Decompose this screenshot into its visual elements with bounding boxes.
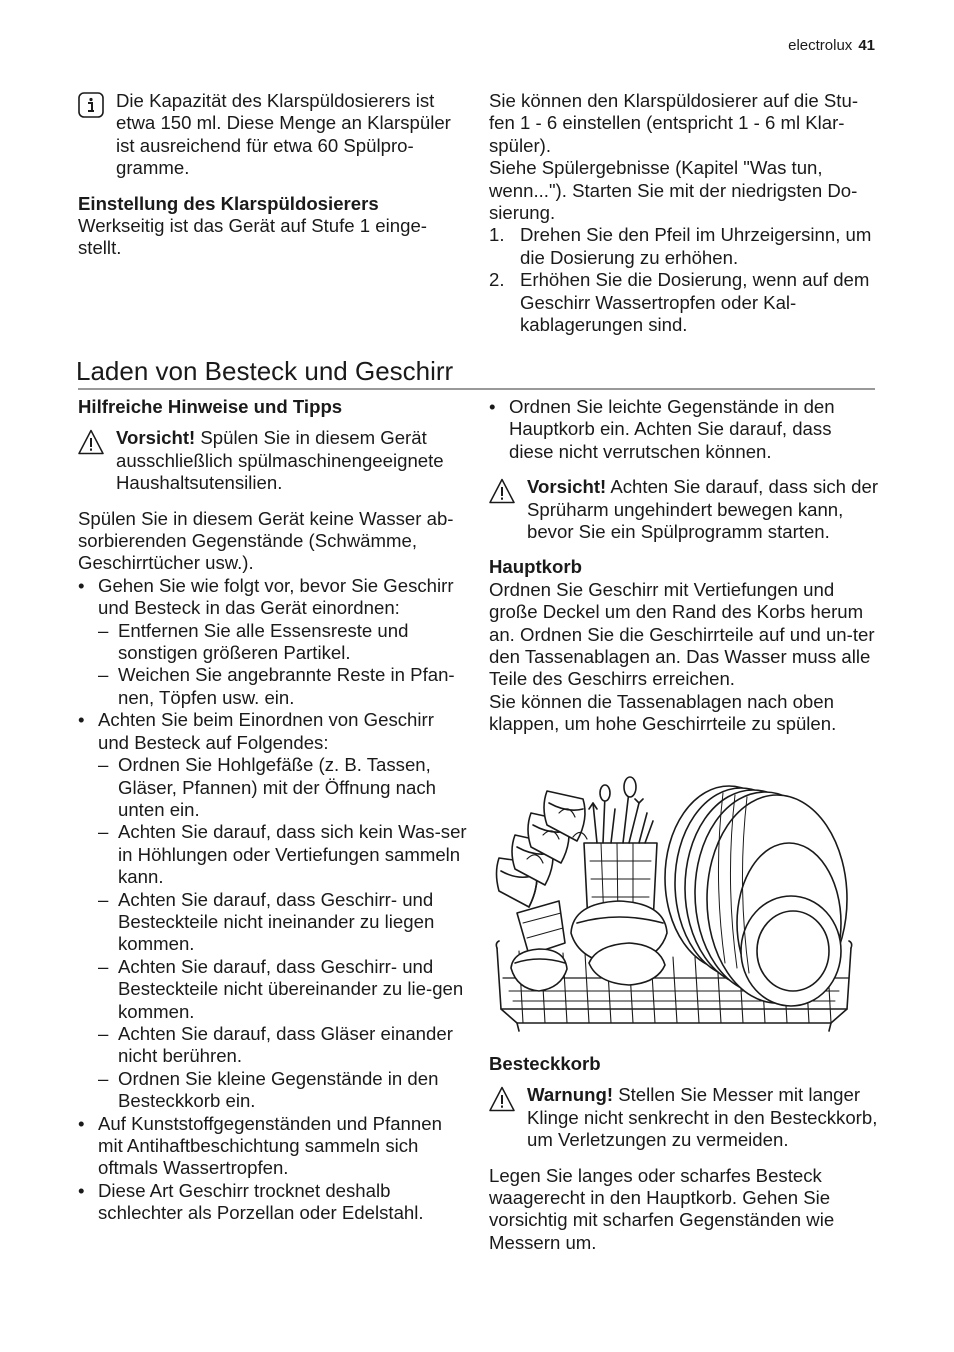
sub-item-text: – Weichen Sie angebrannte Reste in Pfan-nen, Töpfen usw. ein. xyxy=(118,664,455,708)
plates-group xyxy=(665,786,847,1006)
cup-racks-paragraph: Sie können die Tassenablagen nach oben klappen, um hohe Geschirrteile zu spülen. xyxy=(489,690,837,735)
sub-list-item xyxy=(78,620,470,665)
step-number: 2. xyxy=(489,269,505,291)
warning-label: Warnung! xyxy=(527,1084,614,1106)
settings-body: Werkseitig ist das Gerät auf Stufe 1 einge-stellt. xyxy=(78,215,427,259)
sub-list-item xyxy=(78,956,470,1023)
step-number: 1. xyxy=(489,224,505,246)
sub-item-text: – Entfernen Sie alle Essensreste und sonstigen größeren Partikel. xyxy=(118,619,409,664)
info-icon xyxy=(78,92,104,118)
sub-item-text: – Achten Sie darauf, dass Geschirr- und Besteckteile nicht übereinander zu lie-gen kommen. xyxy=(118,955,464,1022)
sub-item-text: – Ordnen Sie Hohlgefäße (z. B. Tassen, Gläser, Pfannen) mit der Öffnung nach unten ein. xyxy=(118,754,436,820)
top-left-column xyxy=(78,90,470,260)
caution-body: Achten Sie darauf, dass sich der Sprüharm ungehindert bewegen kann, bevor Sie ein Spülprogramm starten. xyxy=(527,476,879,543)
bullet-text: • Diese Art Geschirr trocknet deshalb schlechter als Porzellan oder Edelstahl. xyxy=(98,1179,424,1224)
caution-text xyxy=(527,476,881,543)
list-item xyxy=(78,709,470,754)
sub-list-item xyxy=(78,821,470,888)
section-divider xyxy=(78,388,875,390)
bullet-text: • Ordnen Sie leichte Gegenstände in den Hauptkorb ein. Achten Sie darauf, dass diese nicht verrutschen können. xyxy=(509,396,835,462)
caution-label: Vorsicht! xyxy=(527,476,607,498)
warning-body: Stellen Sie Messer mit langer Klinge nicht senkrecht in den Besteckkorb, um Verletzungen zu vermeiden. xyxy=(527,1084,878,1151)
step-item xyxy=(489,224,881,269)
list-item xyxy=(78,1113,470,1180)
step-text: Erhöhen Sie die Dosierung, wenn auf dem Geschirr Wassertropfen oder Kal-kablagerungen sind. xyxy=(520,269,870,336)
warning-note xyxy=(489,1084,881,1151)
besteckkorb-heading: Besteckkorb xyxy=(489,1053,601,1074)
page-number: 41 xyxy=(858,37,875,54)
besteckkorb-section xyxy=(489,1053,881,1254)
caution-body: Spülen Sie in diesem Gerät ausschließlich spülmaschinengeeignete Haushaltsutensilien. xyxy=(116,427,444,494)
hauptkorb-heading: Hauptkorb xyxy=(489,556,582,578)
caution-label: Vorsicht! xyxy=(116,427,196,449)
sub-item-text: – Achten Sie darauf, dass Gläser einander nicht berühren. xyxy=(118,1022,453,1067)
sub-item-text: – Achten Sie darauf, dass Geschirr- und Besteckteile nicht ineinander zu liegen kommen. xyxy=(118,888,435,955)
list-item xyxy=(78,575,470,620)
sub-list-item xyxy=(78,889,470,956)
cups-group xyxy=(497,791,588,907)
bullet-text: • Auf Kunststoffgegenständen und Pfannen mit Antihaftbeschichtung sammeln sich oftmals Wassertropfen. xyxy=(98,1112,442,1179)
main-right-column xyxy=(489,396,881,736)
main-left-column xyxy=(78,396,470,1225)
warning-triangle-icon xyxy=(489,1086,515,1112)
caution-note xyxy=(489,476,881,543)
info-note xyxy=(78,90,470,180)
sub-list-item xyxy=(78,1068,470,1113)
sub-list-item xyxy=(78,754,470,821)
sub-item-text: – Ordnen Sie kleine Gegenstände in den Besteckkorb ein. xyxy=(118,1067,439,1112)
list-item xyxy=(78,1180,470,1225)
settings-heading: Einstellung des Klarspüldosierers xyxy=(78,192,379,214)
caution-note xyxy=(78,427,470,494)
top-right-column xyxy=(489,90,881,336)
warning-triangle-icon xyxy=(489,478,515,504)
section-title: Laden von Besteck und Geschirr xyxy=(76,356,454,386)
bullet-text: • Gehen Sie wie folgt vor, bevor Sie Geschirr und Besteck in das Gerät einordnen: xyxy=(98,574,454,619)
page-header xyxy=(788,37,875,55)
sub-item-text: – Achten Sie darauf, dass sich kein Was-ser in Höhlungen oder Vertiefungen sammeln kann. xyxy=(118,821,467,888)
sub-list-item xyxy=(78,664,470,709)
sub-list-item xyxy=(78,1023,470,1068)
tips-heading: Hilfreiche Hinweise und Tipps xyxy=(78,396,343,417)
lower-basket-illustration xyxy=(489,773,857,1035)
absorbent-paragraph: Spülen Sie in diesem Gerät keine Wasser ab-sorbierenden Gegenstände (Schwämme, Geschirrtücher usw.). xyxy=(78,507,454,574)
bullet-text: • Achten Sie beim Einordnen von Geschirr und Besteck auf Folgendes: xyxy=(98,709,434,753)
list-item xyxy=(489,396,881,463)
info-note-text: Die Kapazität des Klarspüldosierers ist etwa 150 ml. Diese Menge an Klarspüler ist ausreichend für etwa 60 Spülpro-gramme. xyxy=(116,90,451,179)
step-item xyxy=(489,269,881,336)
warning-triangle-icon xyxy=(78,429,104,455)
brand-name: electrolux xyxy=(788,37,853,54)
warning-text xyxy=(527,1084,881,1151)
step-text: Drehen Sie den Pfeil im Uhrzeigersinn, um die Dosierung zu erhöhen. xyxy=(520,224,872,268)
results-paragraph: Siehe Spülergebnisse (Kapitel "Was tun, wenn..."). Starten Sie mit der niedrigsten Do-sierung. xyxy=(489,157,858,224)
besteckkorb-paragraph: Legen Sie langes oder scharfes Besteck waagerecht in den Hauptkorb. Gehen Sie vorsichtig mit scharfen Gegenständen wie Messern um. xyxy=(489,1164,835,1253)
caution-text xyxy=(116,427,470,494)
hauptkorb-paragraph: Ordnen Sie Geschirr mit Vertiefungen und große Deckel um den Rand des Korbs herum an. Ordnen Sie die Geschirrteile auf und un-ter den Tassenablagen an. Das Wasser muss alle Teile des Geschirrs erreichen. xyxy=(489,578,875,690)
dosage-paragraph: Sie können den Klarspüldosierer auf die Stu-fen 1 - 6 einstellen (entspricht 1 - 6 ml Klar-spüler). xyxy=(489,90,859,156)
